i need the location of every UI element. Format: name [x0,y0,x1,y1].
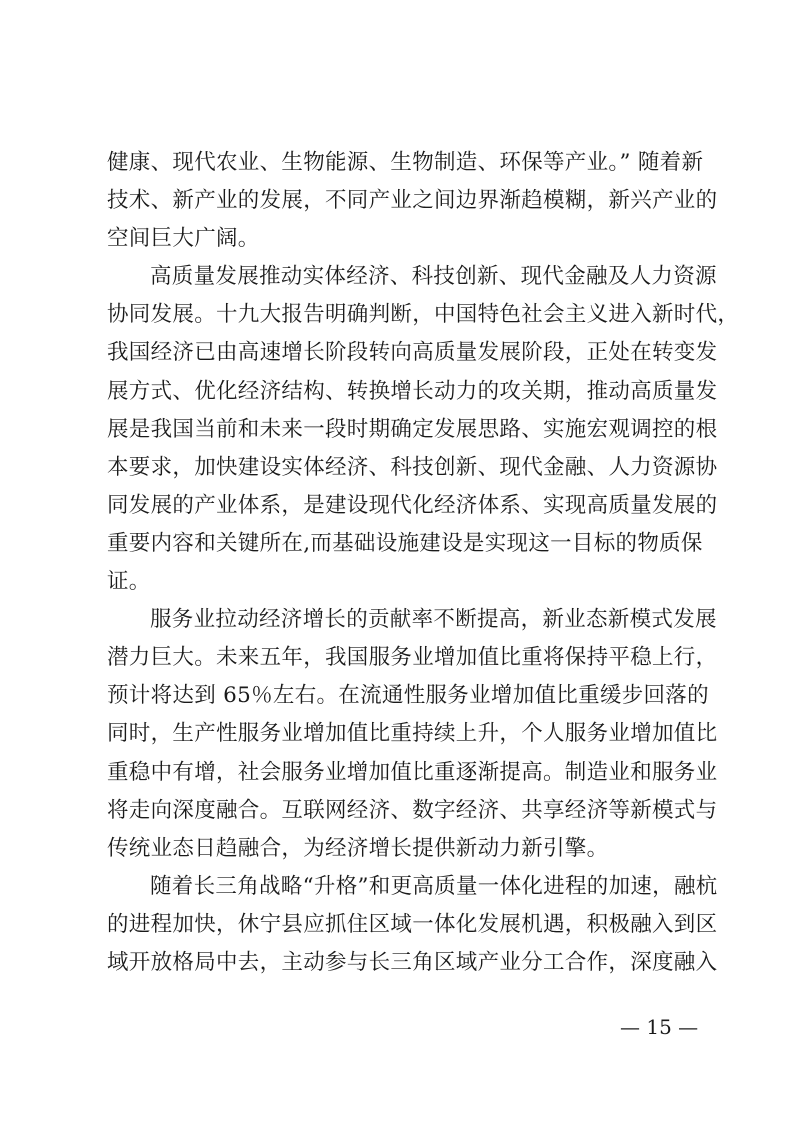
text-line: 重要内容和关键所在,而基础设施建设是实现这一目标的物质保 [107,530,703,556]
text-line: 证。 [107,569,151,595]
paragraph-4 [107,868,718,982]
text-line: 空间巨大广阔。 [107,226,260,252]
text-line: 随着长三角战略“升格”和更高质量一体化进程的加速，融杭 [150,873,718,899]
text-line: 域开放格局中去，主动参与长三角区域产业分工合作，深度融入 [107,949,718,975]
page-number: — 15 — [620,1015,699,1039]
text-line: 预计将达到 65％左右。在流通性服务业增加值比重缓步回落的 [107,683,709,709]
text-line: 本要求，加快建设实体经济、科技创新、现代金融、人力资源协 [107,454,718,480]
text-line: 潜力巨大。未来五年，我国服务业增加值比重将保持平稳上行， [107,645,718,671]
text-line: 同时，生产性服务业增加值比重持续上升，个人服务业增加值比 [107,721,718,747]
text-line: 将走向深度融合。互联网经济、数字经济、共享经济等新模式与 [107,797,718,823]
text-line: 技术、新产业的发展，不同产业之间边界渐趋模糊，新兴产业的 [107,188,718,214]
text-line: 展是我国当前和未来一段时期确定发展思路、实施宏观调控的根 [107,416,718,442]
text-line: 传统业态日趋融合，为经济增长提供新动力新引擎。 [107,835,609,861]
text-line: 服务业拉动经济增长的贡献率不断提高，新业态新模式发展 [150,607,717,633]
text-line: 健康、现代农业、生物能源、生物制造、环保等产业。” 随着新 [107,150,704,175]
paragraph-2 [107,258,740,601]
paragraph-3 [107,601,718,868]
text-line: 的进程加快，休宁县应抓住区域一体化发展机遇，积极融入到区 [107,911,718,937]
text-line: 协同发展。十九大报告明确判断，中国特色社会主义进入新时代， [107,302,740,328]
text-line: 同发展的产业体系，是建设现代化经济体系、实现高质量发展的 [107,492,718,518]
text-line: 展方式、优化经济结构、转换增长动力的攻关期，推动高质量发 [107,378,718,404]
body-text [107,144,740,982]
text-line: 重稳中有增，社会服务业增加值比重逐渐提高。制造业和服务业 [107,759,718,785]
paragraph-1 [107,144,718,258]
text-line: 高质量发展推动实体经济、科技创新、现代金融及人力资源 [150,264,717,290]
text-line: 我国经济已由高速增长阶段转向高质量发展阶段，正处在转变发 [107,340,718,366]
